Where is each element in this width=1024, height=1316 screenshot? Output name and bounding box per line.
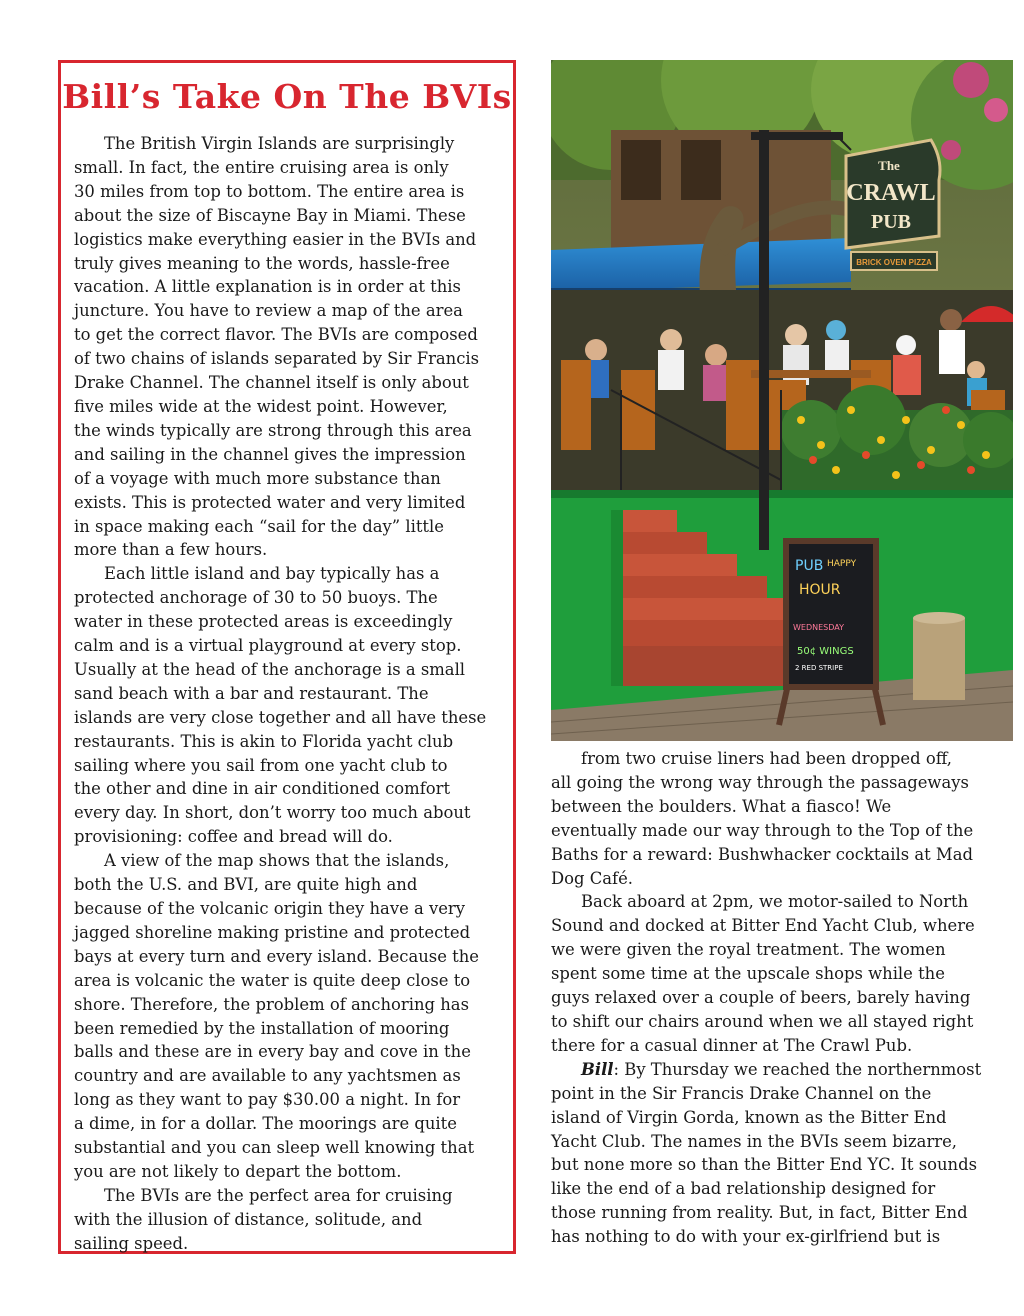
text-line: A view of the map shows that the islands, bbox=[104, 851, 450, 871]
wood-bollard bbox=[913, 618, 965, 700]
text-line: Drake Channel. The channel itself is only about bbox=[74, 373, 469, 393]
sidebar-box bbox=[58, 60, 516, 1254]
text-line: 30 miles from top to bottom. The entire area is bbox=[74, 181, 465, 201]
text-line: you are not likely to depart the bottom. bbox=[74, 1161, 402, 1181]
text-line: protected anchorage of 30 to 50 buoys. The bbox=[74, 588, 438, 608]
sign-post bbox=[759, 130, 769, 550]
text-line: water in these protected areas is exceedingly bbox=[74, 612, 453, 632]
sign-line-the: The bbox=[878, 158, 900, 173]
sidebar-paragraph-4 bbox=[74, 1184, 508, 1256]
text-line: sand beach with a bar and restaurant. The bbox=[74, 683, 429, 703]
text-line: to shift our chairs around when we all stayed right bbox=[551, 1011, 974, 1031]
text-line: has nothing to do with your ex-girlfriend but is bbox=[551, 1227, 941, 1247]
sidebar-body bbox=[74, 132, 508, 1256]
text-line: Dog Café. bbox=[551, 868, 634, 888]
crawl-pub-photo bbox=[551, 60, 1013, 741]
text-line: shore. Therefore, the problem of anchoring has bbox=[74, 994, 469, 1014]
sidebar-paragraph-1 bbox=[74, 132, 508, 562]
article-paragraph-3 bbox=[551, 1058, 1013, 1249]
text-line: Each little island and bay typically has a bbox=[104, 564, 440, 584]
article-column bbox=[551, 747, 1013, 1249]
text-line: jagged shoreline making pristine and protected bbox=[74, 922, 471, 942]
text-line: point in the Sir Francis Drake Channel on the bbox=[551, 1083, 932, 1103]
sidebar-paragraph-2 bbox=[74, 562, 508, 849]
sign-line-crawl: CRAWL bbox=[846, 180, 936, 206]
text-line: those running from reality. But, in fact, Bitter End bbox=[551, 1203, 968, 1223]
text-line: both the U.S. and BVI, are quite high and bbox=[74, 875, 418, 895]
text-line: truly gives meaning to the words, hassle-free bbox=[74, 253, 450, 273]
text-line: and sailing in the channel gives the impression bbox=[74, 444, 466, 464]
text-line: Sound and docked at Bitter End Yacht Club, where bbox=[551, 916, 975, 936]
chalk-line-hour: HOUR bbox=[799, 582, 841, 598]
text-line: like the end of a bad relationship designed for bbox=[551, 1179, 936, 1199]
text-line: restaurants. This is akin to Florida yacht club bbox=[74, 731, 454, 751]
text-line: area is volcanic the water is quite deep close to bbox=[74, 970, 471, 990]
photo-illustration bbox=[551, 60, 1013, 741]
text-line: five miles wide at the widest point. However, bbox=[74, 396, 448, 416]
sign-line-pub: PUB bbox=[871, 211, 911, 233]
sidebar-title: Bill’s Take On The BVIs bbox=[62, 77, 512, 116]
text-line: vacation. A little explanation is in order at this bbox=[74, 277, 461, 297]
text-line: long as they want to pay $30.00 a night. In for bbox=[74, 1090, 461, 1110]
text-line: of two chains of islands separated by Sir Francis bbox=[74, 349, 480, 369]
text-line: a dime, in for a dollar. The moorings are quite bbox=[74, 1114, 457, 1134]
sidebar-paragraph-3 bbox=[74, 849, 508, 1184]
text-line: more than a few hours. bbox=[74, 540, 268, 560]
text-line: Usually at the head of the anchorage is a small bbox=[74, 659, 466, 679]
text-line: between the boulders. What a fiasco! We bbox=[551, 796, 892, 816]
text-line: the winds typically are strong through this area bbox=[74, 420, 472, 440]
text-line: Yacht Club. The names in the BVIs seem bizarre, bbox=[551, 1131, 958, 1151]
text-line: Back aboard at 2pm, we motor-sailed to North bbox=[581, 892, 969, 912]
article-paragraph-2 bbox=[551, 890, 1013, 1057]
text-line: small. In fact, the entire cruising area is only bbox=[74, 157, 449, 177]
text-line: exists. This is protected water and very limited bbox=[74, 492, 466, 512]
text-line: guys relaxed over a couple of beers, barely having bbox=[551, 988, 971, 1008]
text-line: to get the correct flavor. The BVIs are composed bbox=[74, 325, 478, 345]
text-line: Baths for a reward: Bushwhacker cocktails at Mad bbox=[551, 844, 973, 864]
text-line: with the illusion of distance, solitude, and bbox=[74, 1209, 423, 1229]
text-line: we were given the royal treatment. The women bbox=[551, 940, 946, 960]
text-line: balls and these are in every bay and cove in the bbox=[74, 1042, 471, 1062]
text-line: every day. In short, don’t worry too much about bbox=[74, 803, 471, 823]
text-line: logistics make everything easier in the BVIs and bbox=[74, 229, 477, 249]
text-line: islands are very close together and all have these bbox=[74, 707, 487, 727]
text-line: juncture. You have to review a map of the area bbox=[74, 301, 463, 321]
text-line: all going the wrong way through the passageways bbox=[551, 772, 969, 792]
chalk-line-stripe: 2 RED STRIPE bbox=[795, 664, 843, 672]
chalk-line-wings: 50¢ WINGS bbox=[797, 646, 854, 657]
chalk-line-pub: PUB bbox=[795, 558, 824, 574]
text-line: but none more so than the Bitter End YC. It sounds bbox=[551, 1155, 978, 1175]
text-line: about the size of Biscayne Bay in Miami. These bbox=[74, 205, 466, 225]
article-paragraph-1 bbox=[551, 747, 1013, 890]
text-fragment: : By Thursday we reached the northernmost bbox=[613, 1059, 982, 1079]
text-line bbox=[551, 1058, 1013, 1082]
text-line: provisioning: coffee and bread will do. bbox=[74, 827, 393, 847]
text-line: island of Virgin Gorda, known as the Bitter End bbox=[551, 1107, 947, 1127]
sign-tag: BRICK OVEN PIZZA bbox=[856, 258, 932, 267]
text-line: sailing where you sail from one yacht club to bbox=[74, 755, 448, 775]
text-line: spent some time at the upscale shops while the bbox=[551, 964, 945, 984]
text-line: been remedied by the installation of mooring bbox=[74, 1018, 450, 1038]
text-line: substantial and you can sleep well knowing that bbox=[74, 1138, 475, 1158]
text-line: in space making each “sail for the day” little bbox=[74, 516, 444, 536]
text-line: The British Virgin Islands are surprisingly bbox=[104, 134, 455, 153]
text-line: calm and is a virtual playground at every stop. bbox=[74, 636, 462, 656]
text-line: the other and dine in air conditioned comfort bbox=[74, 779, 451, 799]
text-line: because of the volcanic origin they have a very bbox=[74, 899, 466, 918]
text-line: from two cruise liners had been dropped off, bbox=[581, 749, 952, 768]
chalk-line-wednesday: WEDNESDAY bbox=[793, 623, 844, 632]
text-line: bays at every turn and every island. Because the bbox=[74, 946, 479, 966]
text-line: eventually made our way through to the Top of the bbox=[551, 820, 974, 840]
speaker-name: Bill bbox=[581, 1059, 614, 1079]
text-line: of a voyage with much more substance than bbox=[74, 468, 441, 488]
text-line: sailing speed. bbox=[74, 1233, 189, 1253]
text-line: The BVIs are the perfect area for cruising bbox=[104, 1185, 453, 1205]
text-line: there for a casual dinner at The Crawl Pub. bbox=[551, 1035, 913, 1055]
text-line: country and are available to any yachtsmen as bbox=[74, 1066, 461, 1086]
chalk-line-happy: HAPPY bbox=[827, 559, 857, 569]
